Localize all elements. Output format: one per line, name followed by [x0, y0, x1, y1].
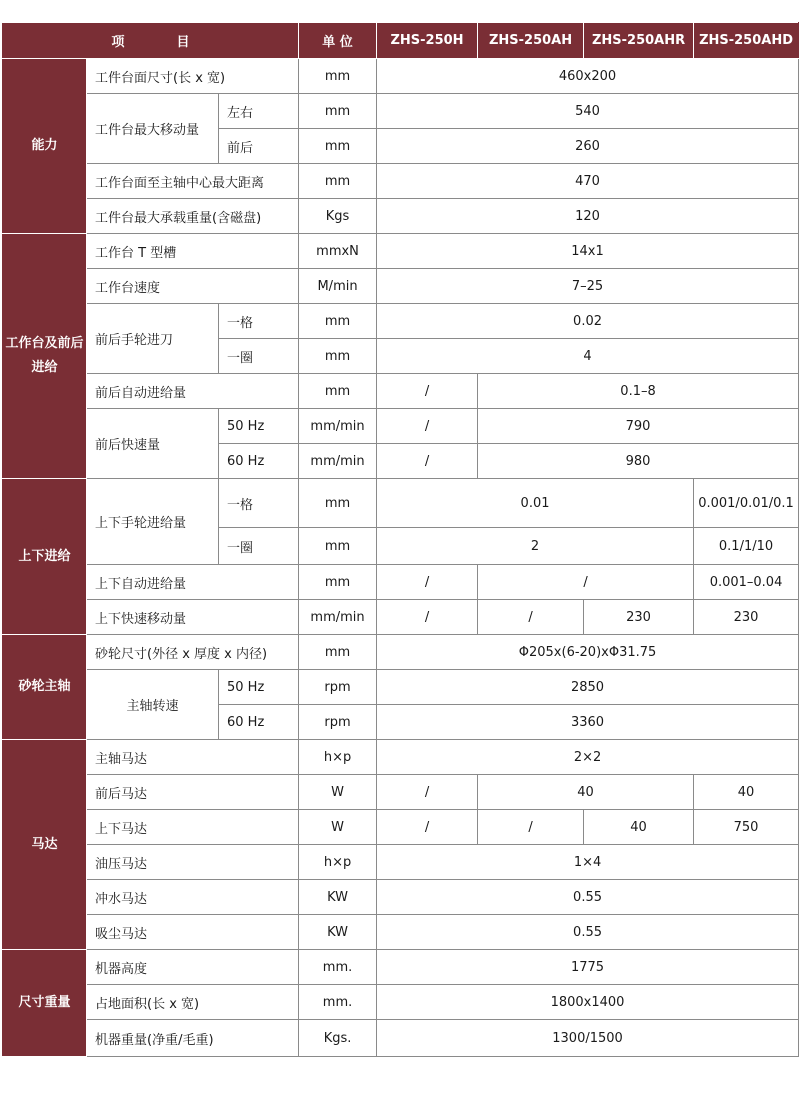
- row-value-ah: /: [478, 600, 584, 635]
- row-label: 前后手轮进刀: [87, 304, 219, 374]
- header-row: [3, 23, 799, 59]
- category-spindle: 砂轮主轴: [3, 635, 87, 740]
- row-unit: h×p: [299, 845, 377, 880]
- row-unit: W: [299, 775, 377, 810]
- row-value: Φ205x(6-20)xΦ31.75: [377, 635, 799, 670]
- row-value: 120: [377, 199, 799, 234]
- row-sublabel: 左右: [219, 94, 299, 129]
- table-row: [3, 164, 799, 199]
- row-value: 470: [377, 164, 799, 199]
- row-unit: mm.: [299, 985, 377, 1020]
- row-label: 工作台速度: [87, 269, 299, 304]
- row-value-ahd: 0.001/0.01/0.1: [694, 479, 799, 528]
- row-value-ahr: 40: [584, 810, 694, 845]
- row-value: 2×2: [377, 740, 799, 775]
- row-value-ahd: 0.1/1/10: [694, 528, 799, 565]
- row-value: 0.1–8: [478, 374, 799, 409]
- row-unit: mm.: [299, 950, 377, 985]
- table-row: [3, 234, 799, 269]
- row-value-ahd: 40: [694, 775, 799, 810]
- row-value-h: /: [377, 810, 478, 845]
- row-unit: mm: [299, 339, 377, 374]
- table-row: [3, 915, 799, 950]
- row-sublabel: 50 Hz: [219, 409, 299, 444]
- row-unit: mm: [299, 374, 377, 409]
- row-unit: mm: [299, 565, 377, 600]
- row-label: 上下马达: [87, 810, 299, 845]
- row-unit: h×p: [299, 740, 377, 775]
- row-label: 砂轮尺寸(外径 x 厚度 x 内径): [87, 635, 299, 670]
- row-label: 冲水马达: [87, 880, 299, 915]
- row-label: 上下手轮进给量: [87, 479, 219, 565]
- table-row: [3, 810, 799, 845]
- row-sublabel: 一圈: [219, 339, 299, 374]
- category-vertical-feed: 上下进给: [3, 479, 87, 635]
- row-value-ahd: 230: [694, 600, 799, 635]
- row-value-ahd: 0.001–0.04: [694, 565, 799, 600]
- table-row: [3, 1020, 799, 1057]
- row-unit: KW: [299, 880, 377, 915]
- row-label: 工作台 T 型槽: [87, 234, 299, 269]
- table-row: [3, 670, 799, 705]
- header-model-ah: ZHS-250AH: [478, 23, 584, 59]
- header-model-ahd: ZHS-250AHD: [694, 23, 799, 59]
- row-label: 工件台面尺寸(长 x 宽): [87, 59, 299, 94]
- table-row: [3, 880, 799, 915]
- table-row: [3, 600, 799, 635]
- row-label: 上下自动进给量: [87, 565, 299, 600]
- row-label: 机器重量(净重/毛重): [87, 1020, 299, 1057]
- row-label: 工件台最大移动量: [87, 94, 219, 164]
- row-label: 吸尘马达: [87, 915, 299, 950]
- row-value: 4: [377, 339, 799, 374]
- category-motors: 马达: [3, 740, 87, 950]
- row-unit: mm: [299, 129, 377, 164]
- row-value: 2850: [377, 670, 799, 705]
- table-row: [3, 374, 799, 409]
- row-value: 460x200: [377, 59, 799, 94]
- row-unit: W: [299, 810, 377, 845]
- table-row: [3, 740, 799, 775]
- row-unit: rpm: [299, 670, 377, 705]
- row-unit: mmxN: [299, 234, 377, 269]
- row-value-h: /: [377, 600, 478, 635]
- row-label: 机器高度: [87, 950, 299, 985]
- row-value-ah: /: [478, 810, 584, 845]
- row-value: 260: [377, 129, 799, 164]
- row-value: 540: [377, 94, 799, 129]
- row-value: 1800x1400: [377, 985, 799, 1020]
- table-row: [3, 409, 799, 444]
- row-sublabel: 前后: [219, 129, 299, 164]
- header-item: 项 目: [3, 23, 299, 59]
- row-value: 980: [478, 444, 799, 479]
- category-table-feed: 工作台及前后进给: [3, 234, 87, 479]
- row-label: 上下快速移动量: [87, 600, 299, 635]
- row-unit: mm/min: [299, 444, 377, 479]
- row-label: 主轴转速: [87, 670, 219, 740]
- row-unit: mm: [299, 528, 377, 565]
- table-row: [3, 775, 799, 810]
- row-unit: mm: [299, 59, 377, 94]
- table-row: [3, 94, 799, 129]
- row-value-ahd: 750: [694, 810, 799, 845]
- row-sublabel: 50 Hz: [219, 670, 299, 705]
- table-row: [3, 985, 799, 1020]
- table-row: [3, 565, 799, 600]
- row-sublabel: 一格: [219, 479, 299, 528]
- row-unit: Kgs: [299, 199, 377, 234]
- table-row: [3, 59, 799, 94]
- row-value-h: /: [377, 374, 478, 409]
- row-unit: Kgs.: [299, 1020, 377, 1057]
- row-label: 油压马达: [87, 845, 299, 880]
- row-unit: mm: [299, 635, 377, 670]
- table-row: [3, 479, 799, 528]
- row-value-h: /: [377, 409, 478, 444]
- row-value-ah-ahr: /: [478, 565, 694, 600]
- row-value: 1300/1500: [377, 1020, 799, 1057]
- row-value: 1×4: [377, 845, 799, 880]
- row-label: 主轴马达: [87, 740, 299, 775]
- row-sublabel: 一格: [219, 304, 299, 339]
- table-row: [3, 269, 799, 304]
- row-value: 7–25: [377, 269, 799, 304]
- header-model-ahr: ZHS-250AHR: [584, 23, 694, 59]
- row-unit: mm: [299, 94, 377, 129]
- row-label: 前后马达: [87, 775, 299, 810]
- row-unit: mm: [299, 304, 377, 339]
- header-model-h: ZHS-250H: [377, 23, 478, 59]
- row-label: 前后自动进给量: [87, 374, 299, 409]
- row-value: 0.55: [377, 880, 799, 915]
- row-sublabel: 一圈: [219, 528, 299, 565]
- row-sublabel: 60 Hz: [219, 444, 299, 479]
- row-unit: KW: [299, 915, 377, 950]
- table-row: [3, 304, 799, 339]
- row-unit: rpm: [299, 705, 377, 740]
- row-sublabel: 60 Hz: [219, 705, 299, 740]
- category-capacity: 能力: [3, 59, 87, 234]
- header-unit: 单 位: [299, 23, 377, 59]
- row-value-h: /: [377, 444, 478, 479]
- row-unit: mm/min: [299, 600, 377, 635]
- row-label: 占地面积(长 x 宽): [87, 985, 299, 1020]
- row-label: 前后快速量: [87, 409, 219, 479]
- row-unit: mm: [299, 479, 377, 528]
- row-unit: M/min: [299, 269, 377, 304]
- row-unit: mm: [299, 164, 377, 199]
- row-label: 工件台最大承载重量(含磁盘): [87, 199, 299, 234]
- spec-table: [2, 22, 799, 1057]
- table-row: [3, 635, 799, 670]
- row-value: 0.02: [377, 304, 799, 339]
- row-value: 1775: [377, 950, 799, 985]
- row-value: 0.01: [377, 479, 694, 528]
- table-row: [3, 950, 799, 985]
- row-value: 790: [478, 409, 799, 444]
- row-value: 14x1: [377, 234, 799, 269]
- row-value: 0.55: [377, 915, 799, 950]
- row-value-h: /: [377, 565, 478, 600]
- table-row: [3, 199, 799, 234]
- row-value-ah-ahr: 40: [478, 775, 694, 810]
- category-dimensions: 尺寸重量: [3, 950, 87, 1057]
- row-value: 3360: [377, 705, 799, 740]
- row-value: 2: [377, 528, 694, 565]
- row-label: 工作台面至主轴中心最大距离: [87, 164, 299, 199]
- row-value-h: /: [377, 775, 478, 810]
- row-unit: mm/min: [299, 409, 377, 444]
- row-value-ahr: 230: [584, 600, 694, 635]
- table-row: [3, 845, 799, 880]
